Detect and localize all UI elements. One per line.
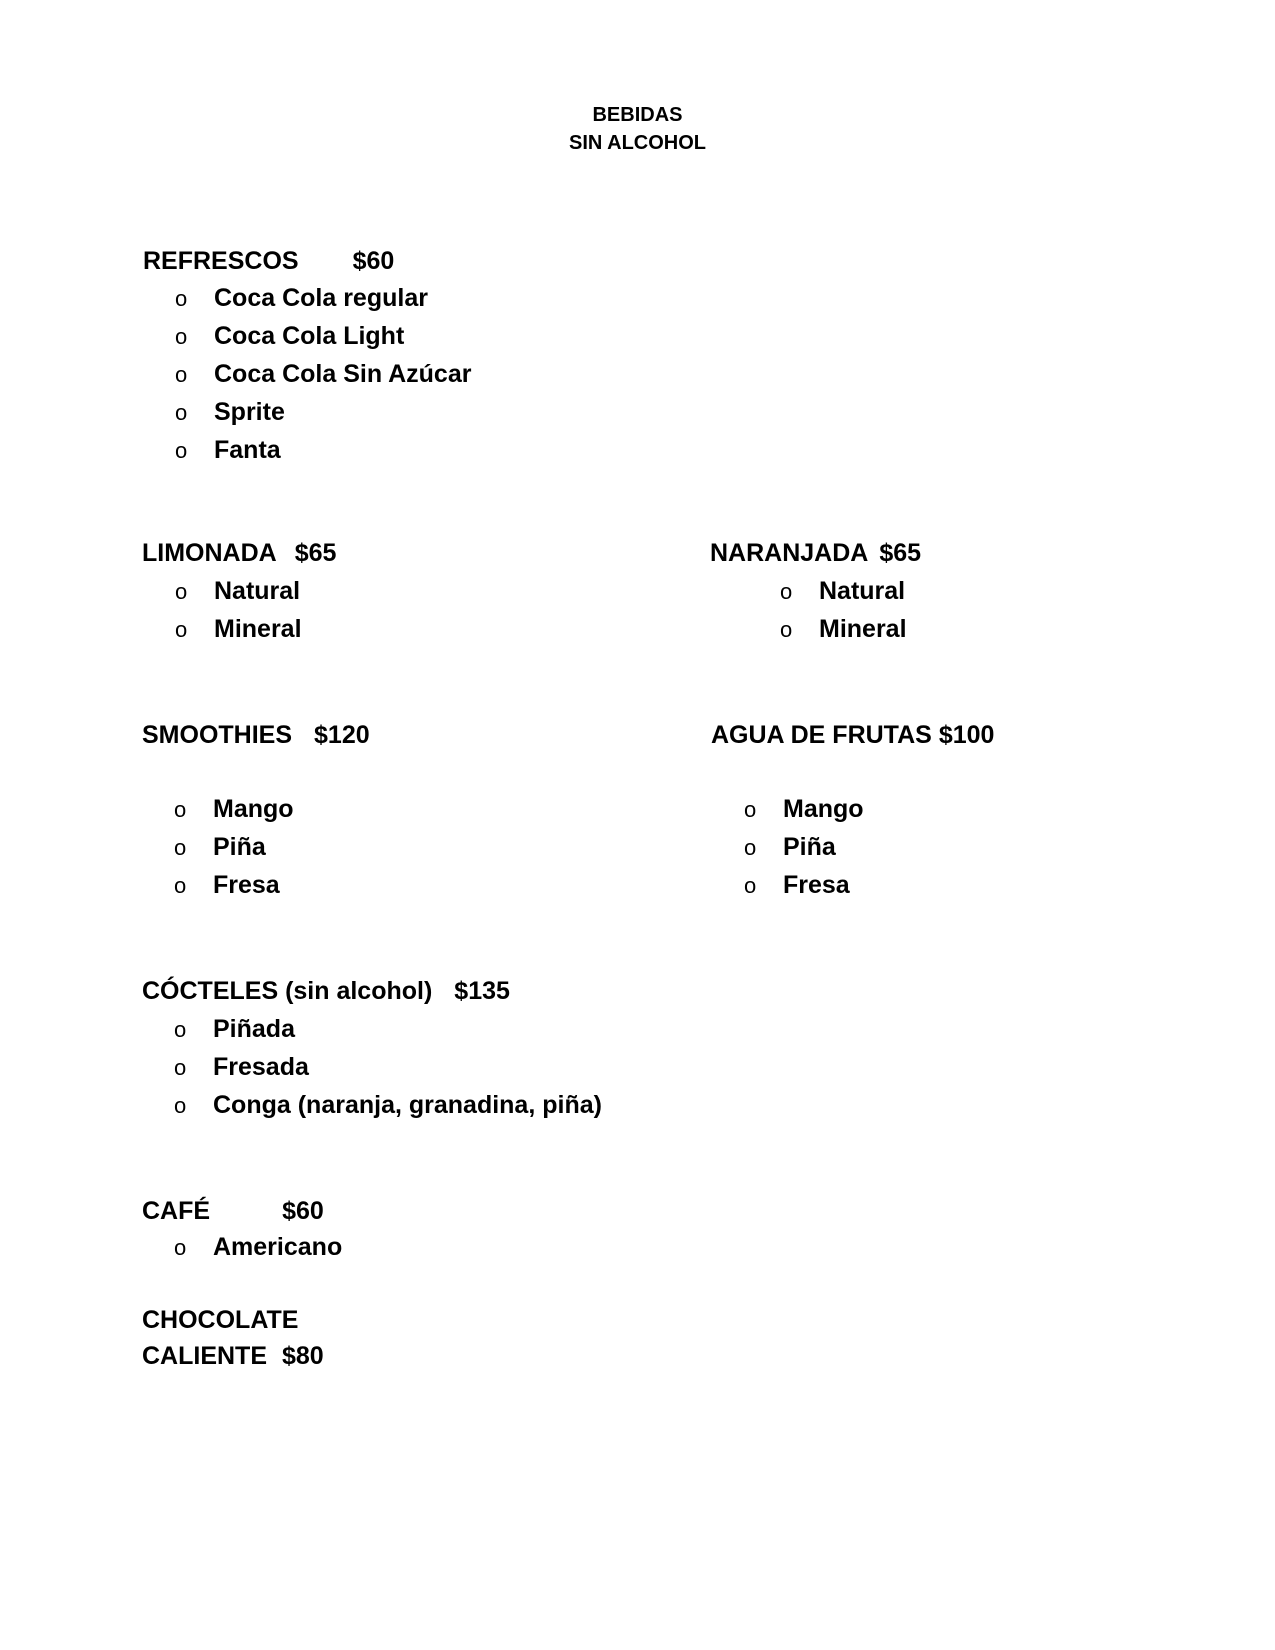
list-item: o Americano (213, 1228, 342, 1266)
hollow-bullet-icon: o (174, 797, 187, 822)
list-item: o Fresa (783, 866, 864, 904)
list-item: o Coca Cola regular (214, 279, 471, 317)
section-heading-chocolate-line2 (142, 1341, 324, 1371)
list-item: o Natural (819, 572, 907, 610)
list-item: o Piña (783, 828, 864, 866)
section-heading-cafe (142, 1196, 324, 1226)
hollow-bullet-icon: o (174, 1055, 187, 1080)
section-name: CAFÉ (142, 1197, 211, 1225)
hollow-bullet-icon: o (174, 1017, 187, 1042)
menu-title: BEBIDAS (592, 104, 683, 126)
section-price: $60 (352, 247, 395, 275)
hollow-bullet-icon: o (780, 579, 793, 604)
list-item: o Mango (213, 790, 294, 828)
hollow-bullet-icon: o (174, 835, 187, 860)
hollow-bullet-icon: o (175, 579, 188, 604)
section-name: REFRESCOS (143, 247, 299, 275)
list-item: o Coca Cola Sin Azúcar (214, 355, 471, 393)
list-item: o Piña (213, 828, 294, 866)
list-item: o Fresa (213, 866, 294, 904)
list-item: o Mineral (819, 610, 907, 648)
list-item: o Sprite (214, 393, 471, 431)
hollow-bullet-icon: o (175, 324, 188, 349)
hollow-bullet-icon: o (744, 873, 757, 898)
section-name: CALIENTE (142, 1342, 267, 1370)
hollow-bullet-icon: o (175, 617, 188, 642)
cafe-list (174, 1228, 343, 1266)
section-price: $65 (294, 539, 337, 567)
agua-de-frutas-list (744, 790, 864, 904)
list-item: o Piñada (213, 1010, 602, 1048)
section-name: SMOOTHIES (142, 721, 293, 749)
hollow-bullet-icon: o (744, 835, 757, 860)
list-item: o Mango (783, 790, 864, 828)
section-heading-chocolate-line1: CHOCOLATE (142, 1306, 299, 1334)
menu-subtitle: SIN ALCOHOL (568, 132, 707, 154)
hollow-bullet-icon: o (780, 617, 793, 642)
refrescos-list (175, 279, 472, 469)
limonada-list (175, 572, 302, 648)
list-item: o Natural (214, 572, 302, 610)
hollow-bullet-icon: o (174, 873, 187, 898)
section-price: $80 (282, 1342, 324, 1370)
hollow-bullet-icon: o (744, 797, 757, 822)
cocteles-list (174, 1010, 602, 1124)
section-heading-smoothies (142, 720, 370, 750)
section-name: NARANJADA (710, 539, 869, 567)
section-price: $60 (282, 1197, 324, 1225)
section-heading-naranjada (710, 538, 921, 568)
section-price: $65 (879, 539, 922, 567)
hollow-bullet-icon: o (175, 362, 188, 387)
list-item: o Coca Cola Light (214, 317, 471, 355)
section-heading-refrescos (143, 246, 394, 276)
section-name: AGUA DE FRUTAS (711, 721, 932, 749)
smoothies-list (174, 790, 294, 904)
hollow-bullet-icon: o (175, 438, 188, 463)
list-item: o Fresada (213, 1048, 602, 1086)
section-name: CÓCTELES (sin alcohol) (142, 977, 433, 1005)
hollow-bullet-icon: o (175, 400, 188, 425)
naranjada-list (780, 572, 907, 648)
section-heading-limonada (142, 538, 336, 568)
section-price: $135 (454, 977, 510, 1005)
section-heading-agua-de-frutas (711, 720, 994, 750)
list-item: o Mineral (214, 610, 302, 648)
list-item: o Conga (naranja, granadina, piña) (213, 1086, 602, 1124)
section-price: $100 (938, 721, 995, 749)
section-name: LIMONADA (142, 539, 277, 567)
hollow-bullet-icon: o (175, 286, 188, 311)
list-item: o Fanta (214, 431, 471, 469)
section-price: $120 (314, 721, 370, 749)
section-heading-cocteles (142, 976, 510, 1006)
hollow-bullet-icon: o (174, 1235, 187, 1260)
hollow-bullet-icon: o (174, 1093, 187, 1118)
